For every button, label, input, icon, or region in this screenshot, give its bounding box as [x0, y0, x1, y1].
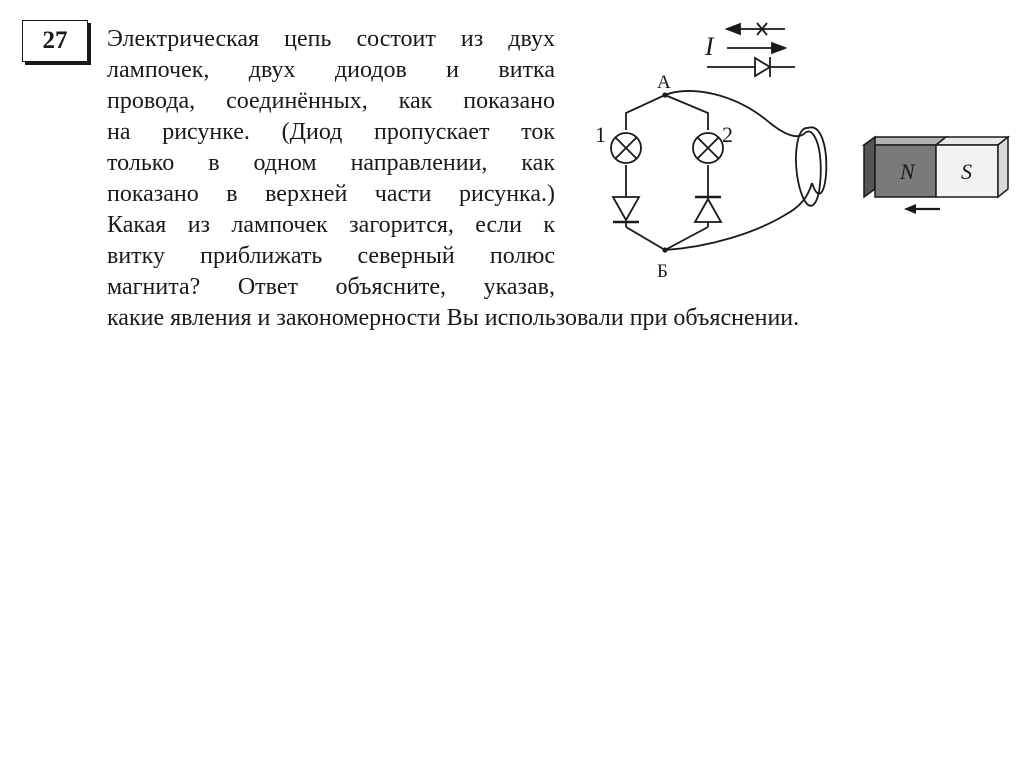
- question-line: магнита? Ответ объясните, указав,: [107, 274, 555, 300]
- node-a-dot: [662, 92, 667, 97]
- lamp-2-label: 2: [722, 122, 733, 147]
- lamp-2-symbol: [693, 133, 723, 163]
- node-b-dot: [662, 247, 667, 252]
- bar-magnet: [864, 137, 1008, 197]
- question-line: провода, соединённых, как показано: [107, 88, 555, 114]
- circuit-diagram: [580, 15, 1010, 305]
- circuit-wires: [626, 91, 812, 250]
- south-label: S: [961, 159, 972, 184]
- legend-diode-symbol: [707, 57, 795, 77]
- lamp-1-label: 1: [595, 122, 606, 147]
- task-number-box: [22, 20, 88, 62]
- lamp-1-symbol: [611, 133, 641, 163]
- circuit-figure: [580, 15, 1010, 305]
- question-line: на рисунке. (Диод пропускает ток: [107, 119, 555, 145]
- diode-2-symbol: [695, 197, 721, 222]
- question-line: Какая из лампочек загорится, если к: [107, 212, 555, 238]
- question-text: [107, 24, 555, 303]
- magnet-motion-arrow: [904, 204, 940, 214]
- blocked-direction-arrow: [727, 23, 785, 35]
- node-b-label: Б: [657, 261, 668, 282]
- diode-1-symbol: [613, 197, 639, 222]
- current-label: I: [705, 32, 714, 61]
- question-line: витку приближать северный полюс: [107, 243, 555, 269]
- task-number: 27: [42, 27, 68, 54]
- current-direction-arrow: [727, 43, 785, 53]
- north-label: N: [900, 159, 915, 184]
- question-line: Электрическая цепь состоит из двух: [107, 26, 555, 52]
- question-line: только в одном направлении, как: [107, 150, 555, 176]
- question-line: лампочек, двух диодов и витка: [107, 57, 555, 83]
- question-last-line: какие явления и закономерности Вы использовали при объяснении.: [107, 305, 800, 331]
- node-a-label: А: [657, 72, 671, 93]
- question-line: показано в верхней части рисунка.): [107, 181, 555, 207]
- wire-coil: [796, 127, 826, 205]
